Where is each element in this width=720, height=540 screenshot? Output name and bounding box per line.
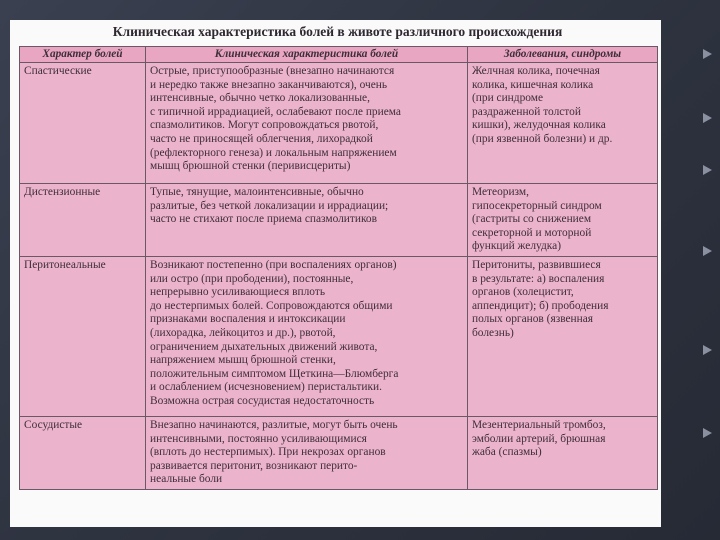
arrow-bullet-icon bbox=[703, 165, 712, 175]
diseases-cell: Перитониты, развившиеся в результате: а) воспаления органов (холецистит, аппендицит); б) прободения полых органов (язвенная болезнь) bbox=[468, 256, 658, 416]
table-row bbox=[20, 416, 658, 489]
arrow-bullet-icon bbox=[703, 246, 712, 256]
pain-type-cell: Спастические bbox=[20, 63, 146, 184]
column-header-diseases: Заболевания, синдромы bbox=[468, 47, 658, 63]
description-cell: Острые, приступообразные (внезапно начинаются и нередко также внезапно заканчиваются), очень интенсивные, обычно четко локализованные, с типичной иррадиацией, ослабевают после приема спазмолитиков. Могут сопровождаться рвотой, часто не приносящей облегчения, лихорадкой (рефлекторного генеза) и локальным напряжением мышц брюшной стенки (перивисцериты) bbox=[146, 63, 468, 184]
diseases-cell: Желчная колика, почечная колика, кишечная колика (при синдроме раздраженной толстой кишки), желудочная колика (при язвенной болезни) и др. bbox=[468, 63, 658, 184]
arrow-bullet-icon bbox=[703, 345, 712, 355]
description-cell: Возникают постепенно (при воспалениях органов) или остро (при прободении), постоянные, непрерывно усиливающиеся вплоть до нестерпимых болей. Сопровождаются общими признаками воспаления и интоксикации (лихорадка, лейкоцитоз и др.), рвотой, ограничением дыхательных движений живота, напряжением мышц брюшной стенки, положительным симптомом Щеткина—Блюмберга и ослаблением (исчезновением) перистальтики. Возможна острая сосудистая недостаточность bbox=[146, 256, 468, 416]
table-header-row bbox=[20, 47, 658, 63]
table-row bbox=[20, 256, 658, 416]
pain-type-cell: Сосудистые bbox=[20, 416, 146, 489]
column-header-description: Клиническая характеристика болей bbox=[146, 47, 468, 63]
scanned-page bbox=[10, 20, 661, 527]
pain-type-cell: Дистензионные bbox=[20, 184, 146, 257]
table-row bbox=[20, 184, 658, 257]
pain-table bbox=[19, 46, 658, 490]
description-cell: Тупые, тянущие, малоинтенсивные, обычно разлитые, без четкой локализации и иррадиации; часто не стихают после приема спазмолитиков bbox=[146, 184, 468, 257]
arrow-bullet-icon bbox=[703, 49, 712, 59]
table-row bbox=[20, 63, 658, 184]
arrow-bullet-icon bbox=[703, 113, 712, 123]
description-cell: Внезапно начинаются, разлитые, могут быть очень интенсивными, постоянно усиливающимися (вплоть до нестерпимых). При некрозах органов развивается перитонит, возникают перито- неальные боли bbox=[146, 416, 468, 489]
pain-type-cell: Перитонеальные bbox=[20, 256, 146, 416]
diseases-cell: Метеоризм, гипосекреторный синдром (гастриты со снижением секреторной и моторной функций желудка) bbox=[468, 184, 658, 257]
column-header-type: Характер болей bbox=[20, 47, 146, 63]
diseases-cell: Мезентериальный тромбоз, эмболии артерий, брюшная жаба (спазмы) bbox=[468, 416, 658, 489]
page-title: Клиническая характеристика болей в животе различного происхождения bbox=[112, 24, 563, 39]
arrow-bullet-icon bbox=[703, 428, 712, 438]
